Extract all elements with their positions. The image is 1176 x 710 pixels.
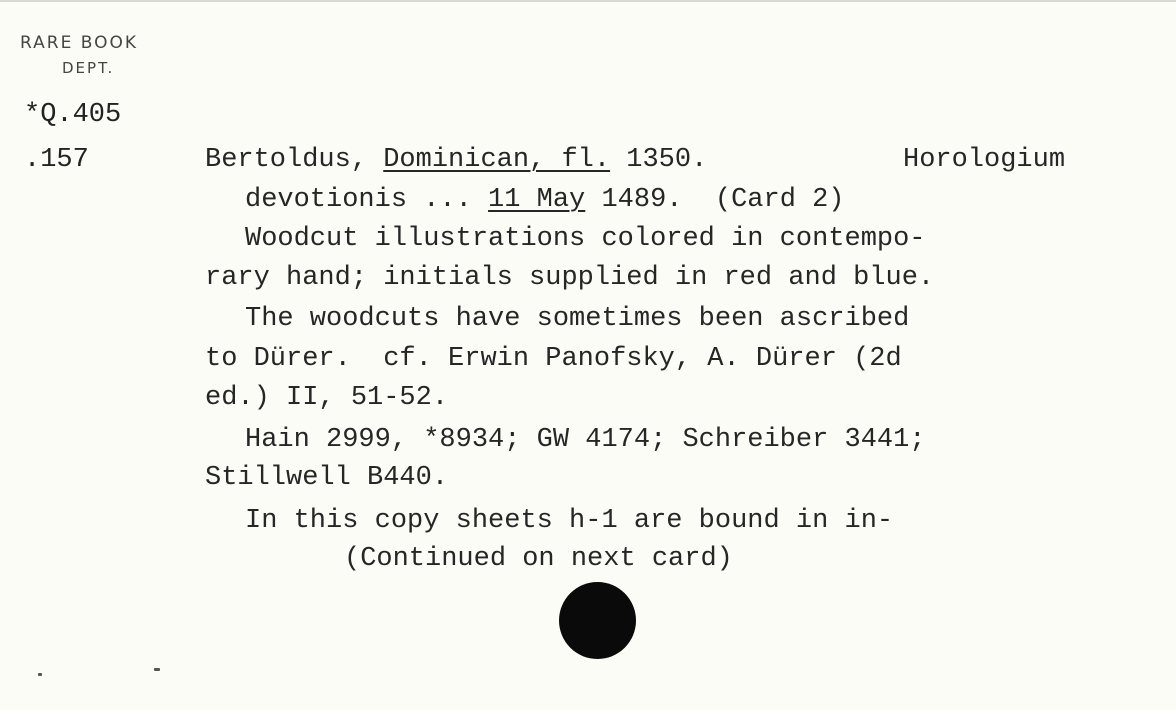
call-number-line1: *Q.405 <box>24 100 122 130</box>
punch-hole <box>559 582 636 659</box>
dust-speck <box>154 668 160 671</box>
continued-note: (Continued on next card) <box>344 544 733 574</box>
heading-date: 1350. <box>610 145 708 175</box>
entry-heading-line <box>205 143 707 177</box>
dust-speck <box>38 673 42 676</box>
note-line-6: to Dürer. cf. Erwin Panofsky, A. Dürer (2d <box>205 344 902 374</box>
heading-author: Bertoldus, <box>205 145 384 175</box>
department-stamp-line1: RARE BOOK <box>20 33 138 53</box>
department-stamp-line2: DEPT. <box>62 59 115 77</box>
note-line-7: ed.) II, 51-52. <box>205 383 449 413</box>
title-underlined: 11 May <box>488 185 586 215</box>
note-line-8: Hain 2999, *8934; GW 4174; Schreiber 3441; <box>245 425 926 455</box>
title-part-a: devotionis ... <box>245 185 489 215</box>
note-line-9: Stillwell B440. <box>205 463 449 493</box>
heading-title: Horologium <box>903 145 1066 175</box>
note-line-3: Woodcut illustrations colored in contempo- <box>245 224 926 254</box>
title-part-b: 1489. (Card 2) <box>585 185 845 215</box>
call-number-line2: .157 <box>24 145 89 175</box>
note-line-5: The woodcuts have sometimes been ascribed <box>245 304 910 334</box>
entry-title-line <box>245 183 845 217</box>
note-line-4: rary hand; initials supplied in red and blue. <box>205 263 935 293</box>
note-line-10: In this copy sheets h-1 are bound in in- <box>245 506 894 536</box>
heading-underlined: Dominican, fl. <box>383 145 611 175</box>
